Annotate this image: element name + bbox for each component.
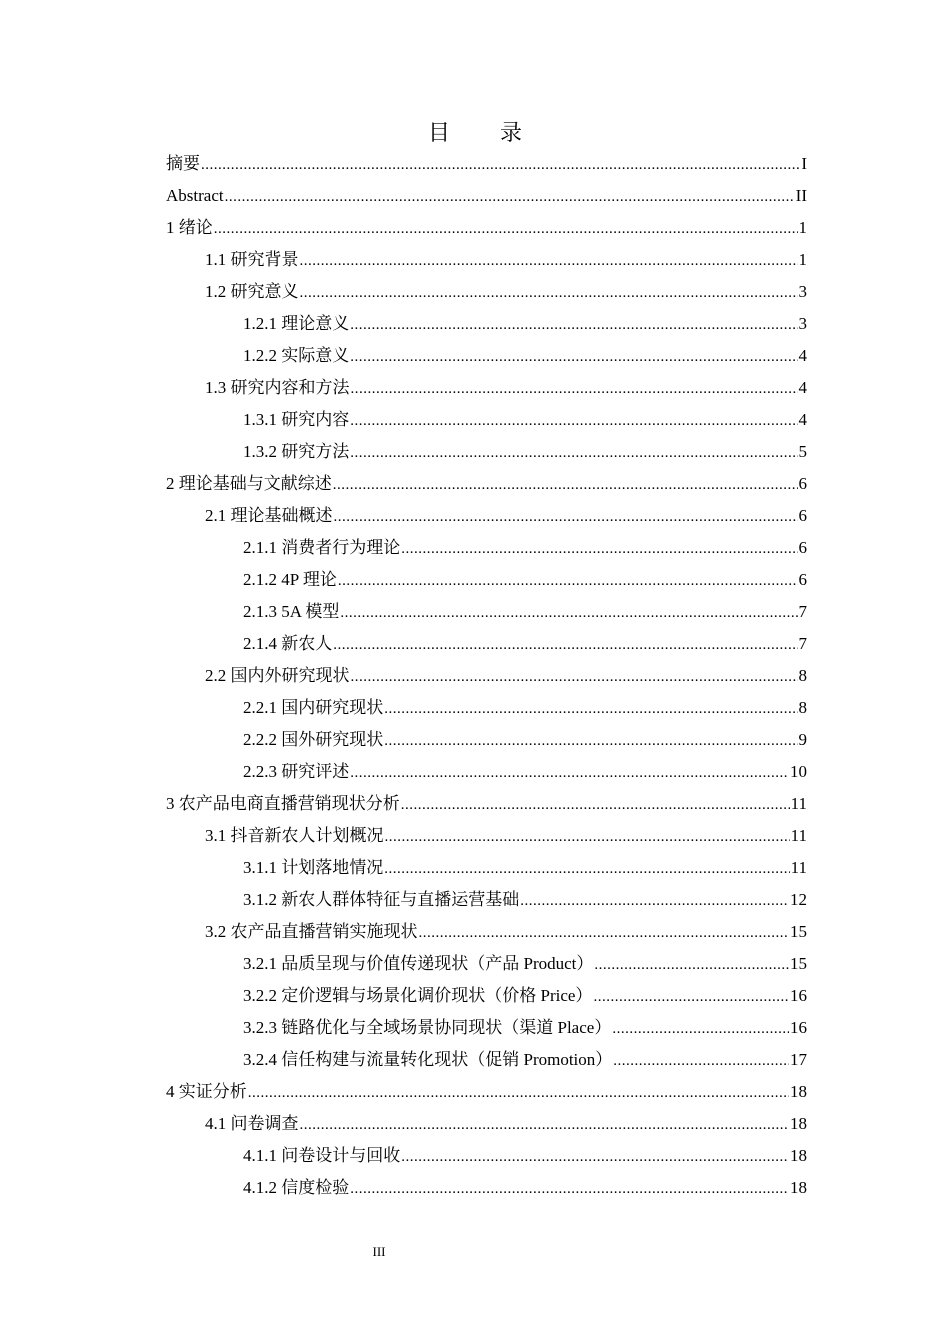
toc-entry[interactable] [166, 980, 807, 1012]
toc-entry-page: 1 [798, 218, 807, 237]
toc-entry-page: I [801, 154, 807, 173]
toc-dot-leader [401, 789, 790, 821]
toc-entry[interactable] [166, 372, 807, 404]
toc-entry-label: 3.1.2 新农人群体特征与直播运营基础 [243, 890, 520, 909]
toc-entry-page: 1 [798, 250, 807, 269]
toc-dot-leader [594, 949, 789, 981]
toc-entry-page: 17 [790, 1050, 807, 1069]
toc-entry[interactable] [166, 884, 807, 916]
toc-entry-label: 4.1 问卷调查 [205, 1114, 299, 1133]
toc-entry-page: 3 [798, 282, 807, 301]
toc-entry-page: 10 [790, 762, 807, 781]
toc-entry-label: 2.1.3 5A 模型 [243, 602, 340, 621]
toc-entry[interactable] [166, 436, 807, 468]
toc-entry-label: 2.1 理论基础概述 [205, 506, 333, 525]
toc-dot-leader [520, 885, 789, 917]
toc-entry[interactable] [166, 468, 807, 500]
toc-entry-label: 2.1.1 消费者行为理论 [243, 538, 401, 557]
toc-dot-leader [401, 533, 797, 565]
toc-entry-page: 7 [798, 602, 807, 621]
toc-entry-label: 2.1.4 新农人 [243, 634, 333, 653]
toc-entry-page: 18 [790, 1082, 807, 1101]
toc-entry-page: 11 [790, 826, 807, 845]
toc-entry-label: 3.2.1 品质呈现与价值传递现状（产品 Product） [243, 954, 594, 973]
toc-entry-page: 3 [798, 314, 807, 333]
toc-entry[interactable] [166, 564, 807, 596]
toc-entry[interactable] [166, 660, 807, 692]
toc-entry-label: 1.3.1 研究内容 [243, 410, 350, 429]
toc-entry-page: 6 [798, 538, 807, 557]
toc-entry-label: 2.2.3 研究评述 [243, 762, 350, 781]
toc-entry-page: 6 [798, 570, 807, 589]
toc-entry-page: 4 [798, 378, 807, 397]
toc-entry[interactable] [166, 692, 807, 724]
toc-dot-leader [214, 213, 798, 245]
toc-entry[interactable] [166, 596, 807, 628]
toc-entry-label: 摘要 [166, 154, 200, 173]
toc-dot-leader [350, 341, 797, 373]
toc-entry[interactable] [166, 1108, 807, 1140]
toc-dot-leader [300, 1109, 790, 1141]
toc-entry-page: 9 [798, 730, 807, 749]
toc-dot-leader [385, 821, 790, 853]
toc-entry-label: 3.2 农产品直播营销实施现状 [205, 922, 418, 941]
toc-dot-leader [201, 149, 800, 181]
toc-entry-label: 2.2 国内外研究现状 [205, 666, 350, 685]
toc-entry-page: 12 [790, 890, 807, 909]
toc-entry-label: 3 农产品电商直播营销现状分析 [166, 794, 400, 813]
toc-entry-label: 1.1 研究背景 [205, 250, 299, 269]
toc-entry-page: 15 [790, 922, 807, 941]
toc-entry-label: 4 实证分析 [166, 1082, 247, 1101]
toc-entry[interactable] [166, 276, 807, 308]
toc-dot-leader [384, 693, 797, 725]
toc-entry-label: 1 绪论 [166, 218, 213, 237]
toc-entry[interactable] [166, 1044, 807, 1076]
toc-entry-label: 1.2.1 理论意义 [243, 314, 350, 333]
toc-dot-leader [350, 1173, 789, 1205]
toc-dot-leader [613, 1045, 789, 1077]
toc-entry-page: 4 [798, 410, 807, 429]
toc-dot-leader [350, 437, 797, 469]
toc-dot-leader [612, 1013, 789, 1045]
toc-entry-label: 3.2.3 链路优化与全域场景协同现状（渠道 Place） [243, 1018, 612, 1037]
toc-entry[interactable] [166, 500, 807, 532]
toc-dot-leader [593, 981, 789, 1013]
toc-dot-leader [333, 629, 797, 661]
toc-entry-label: 2 理论基础与文献综述 [166, 474, 332, 493]
toc-entry-label: 1.2 研究意义 [205, 282, 299, 301]
toc-entry[interactable] [166, 820, 807, 852]
toc-entry[interactable] [166, 724, 807, 756]
toc-dot-leader [384, 853, 789, 885]
toc-entry[interactable] [166, 340, 807, 372]
toc-entry[interactable] [166, 308, 807, 340]
toc-entry-page: 11 [790, 858, 807, 877]
toc-dot-leader [300, 277, 798, 309]
toc-entry[interactable] [166, 244, 807, 276]
toc-entry[interactable] [166, 532, 807, 564]
toc-entry-label: 3.2.2 定价逻辑与场景化调价现状（价格 Price） [243, 986, 593, 1005]
toc-entry-page: 16 [790, 1018, 807, 1037]
toc-entry[interactable] [166, 404, 807, 436]
toc-entry-page: 18 [790, 1146, 807, 1165]
table-of-contents [166, 148, 807, 1204]
toc-dot-leader [248, 1077, 789, 1109]
toc-entry-label: 3.2.4 信任构建与流量转化现状（促销 Promotion） [243, 1050, 613, 1069]
toc-dot-leader [351, 373, 798, 405]
toc-entry-label: 1.3.2 研究方法 [243, 442, 350, 461]
toc-entry[interactable] [166, 916, 807, 948]
toc-dot-leader [225, 181, 795, 213]
toc-dot-leader [419, 917, 790, 949]
toc-entry-page: 8 [798, 698, 807, 717]
toc-entry[interactable] [166, 212, 807, 244]
footer-page-number: III [372, 1244, 386, 1259]
toc-entry-label: 3.1.1 计划落地情况 [243, 858, 384, 877]
toc-entry-page: 18 [790, 1114, 807, 1133]
page-title: 目 录 [427, 120, 536, 145]
toc-entry[interactable] [166, 628, 807, 660]
toc-dot-leader [401, 1141, 789, 1173]
toc-entry[interactable] [166, 1012, 807, 1044]
toc-entry-page: 6 [798, 474, 807, 493]
toc-entry-label: 2.2.1 国内研究现状 [243, 698, 384, 717]
toc-entry-page: II [795, 186, 807, 205]
toc-entry[interactable] [166, 756, 807, 788]
toc-entry-label: 1.3 研究内容和方法 [205, 378, 350, 397]
toc-entry-page: 18 [790, 1178, 807, 1197]
toc-entry-page: 5 [798, 442, 807, 461]
toc-entry-label: 4.1.1 问卷设计与回收 [243, 1146, 401, 1165]
toc-dot-leader [350, 309, 797, 341]
toc-dot-leader [334, 501, 798, 533]
toc-dot-leader [338, 565, 798, 597]
toc-dot-leader [350, 405, 797, 437]
toc-entry[interactable] [166, 148, 807, 180]
toc-entry-page: 6 [798, 506, 807, 525]
toc-dot-leader [300, 245, 798, 277]
toc-dot-leader [333, 469, 798, 501]
toc-entry-label: 4.1.2 信度检验 [243, 1178, 350, 1197]
toc-entry[interactable] [166, 1076, 807, 1108]
toc-entry-page: 8 [798, 666, 807, 685]
toc-entry[interactable] [166, 948, 807, 980]
toc-dot-leader [351, 661, 798, 693]
toc-entry-page: 15 [790, 954, 807, 973]
toc-entry[interactable] [166, 1172, 807, 1204]
toc-entry[interactable] [166, 1140, 807, 1172]
toc-entry-page: 4 [798, 346, 807, 365]
toc-entry-label: 1.2.2 实际意义 [243, 346, 350, 365]
toc-dot-leader [384, 725, 797, 757]
toc-dot-leader [340, 597, 797, 629]
toc-entry-page: 16 [790, 986, 807, 1005]
toc-entry-label: Abstract [166, 186, 224, 205]
toc-entry-label: 3.1 抖音新农人计划概况 [205, 826, 384, 845]
toc-entry-page: 7 [798, 634, 807, 653]
toc-entry[interactable] [166, 852, 807, 884]
toc-entry[interactable] [166, 788, 807, 820]
toc-entry[interactable] [166, 180, 807, 212]
toc-dot-leader [350, 757, 789, 789]
toc-entry-page: 11 [790, 794, 807, 813]
toc-entry-label: 2.1.2 4P 理论 [243, 570, 337, 589]
toc-entry-label: 2.2.2 国外研究现状 [243, 730, 384, 749]
